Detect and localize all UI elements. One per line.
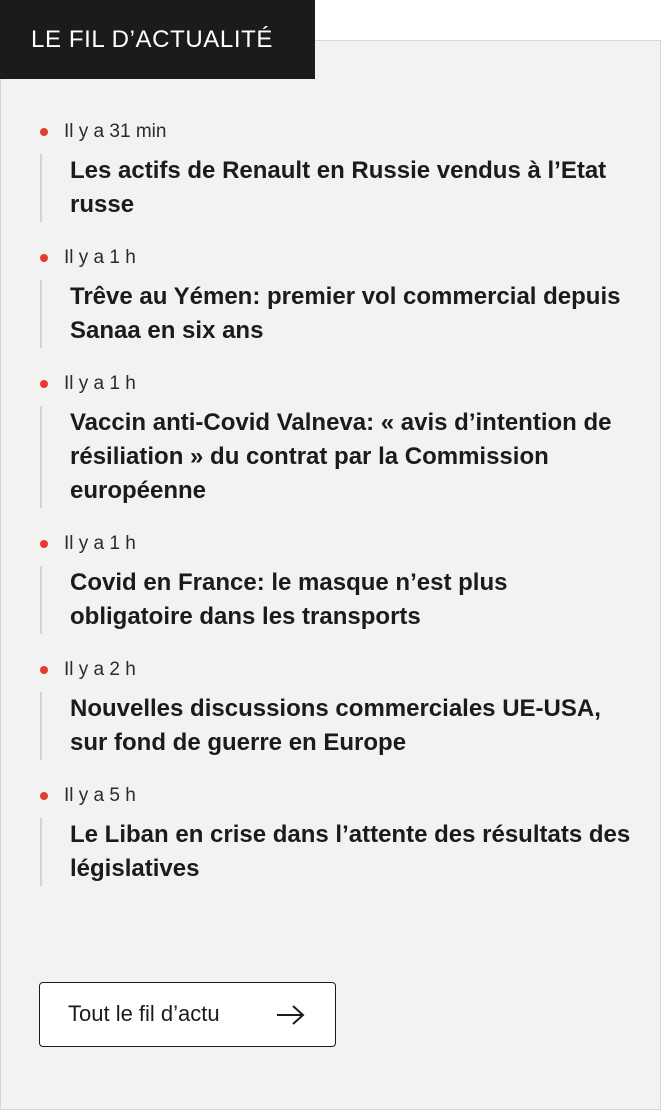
news-headline-link[interactable]: Trêve au Yémen: premier vol commercial depuis Sanaa en six ans <box>70 283 621 344</box>
live-dot-icon <box>40 666 48 674</box>
news-item <box>0 244 661 348</box>
feed-title: LE FIL D’ACTUALITÉ <box>0 0 315 79</box>
news-time-row <box>0 782 661 810</box>
news-headline-link[interactable]: Le Liban en crise dans l’attente des résultats des législatives <box>70 821 631 882</box>
live-dot-icon <box>40 128 48 136</box>
news-time-row <box>0 530 661 558</box>
news-time-row <box>0 656 661 684</box>
live-dot-icon <box>40 792 48 800</box>
all-news-button[interactable] <box>39 982 336 1047</box>
news-item <box>0 370 661 508</box>
news-headline-container <box>40 818 661 886</box>
news-headline-container <box>40 280 661 348</box>
news-time: Il y a 2 h <box>64 659 136 680</box>
news-headline-link[interactable]: Vaccin anti-Covid Valneva: « avis d’intention de résiliation » du contrat par la Commission européenne <box>70 409 612 504</box>
live-dot-icon <box>40 540 48 548</box>
news-headline-link[interactable]: Nouvelles discussions commerciales UE-USA, sur fond de guerre en Europe <box>70 695 601 756</box>
all-news-button-label: Tout le fil d’actu <box>68 1001 220 1026</box>
news-time: Il y a 1 h <box>64 533 136 554</box>
news-list <box>0 118 661 908</box>
news-headline-container <box>40 692 661 760</box>
news-time: Il y a 31 min <box>64 121 167 142</box>
news-item <box>0 118 661 222</box>
news-time: Il y a 5 h <box>64 785 136 806</box>
news-headline-link[interactable]: Les actifs de Renault en Russie vendus à l’Etat russe <box>70 157 607 218</box>
news-time-row <box>0 370 661 398</box>
news-time: Il y a 1 h <box>64 373 136 394</box>
news-time: Il y a 1 h <box>64 247 136 268</box>
arrow-right-icon <box>275 1003 307 1027</box>
news-headline-container <box>40 566 661 634</box>
news-headline-link[interactable]: Covid en France: le masque n’est plus obligatoire dans les transports <box>70 569 508 630</box>
news-time-row <box>0 118 661 146</box>
news-item <box>0 530 661 634</box>
live-dot-icon <box>40 254 48 262</box>
news-headline-container <box>40 154 661 222</box>
news-time-row <box>0 244 661 272</box>
news-headline-container <box>40 406 661 508</box>
news-item <box>0 656 661 760</box>
news-item <box>0 782 661 886</box>
live-dot-icon <box>40 380 48 388</box>
